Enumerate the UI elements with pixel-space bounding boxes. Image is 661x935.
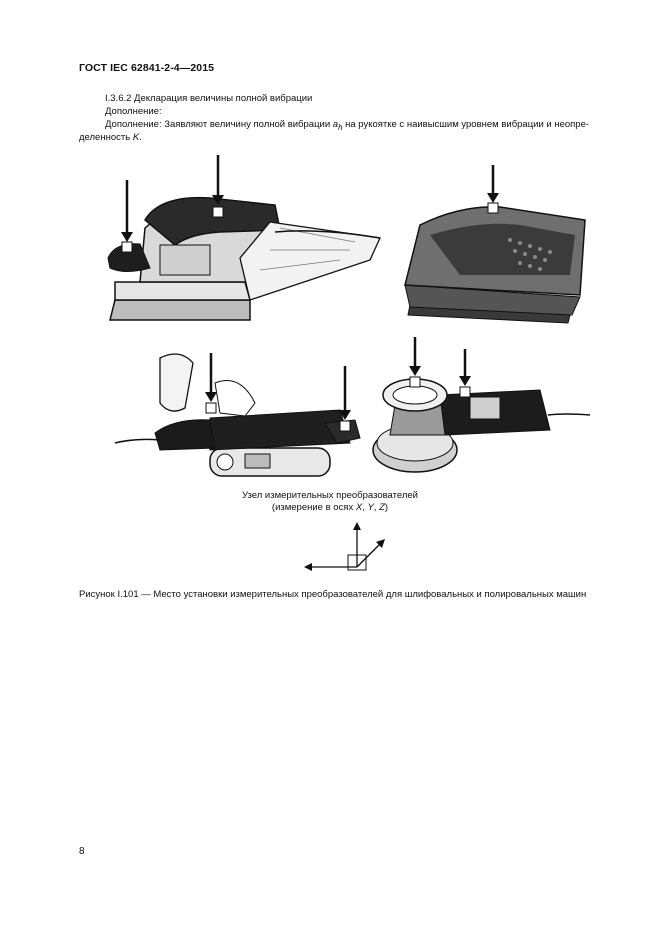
addition-label: Дополнение:	[105, 106, 162, 117]
orbital-sander-illustration	[100, 150, 385, 330]
clause-heading: I.3.6.2 Декларация величины полной вибрации	[105, 93, 313, 104]
figure-caption: Рисунок I.101 — Место установки измерительных преобразователей для шлифовальных и полировальных машин	[79, 589, 587, 600]
axes-diagram	[300, 520, 390, 580]
detail-sander-illustration	[400, 165, 590, 325]
symbol-k: K	[132, 132, 140, 143]
text-run: Дополнение: Заявляют величину полной вибрации	[105, 119, 333, 130]
addition-paragraph-line2	[79, 131, 142, 144]
transducer-label-line2: (измерение в осях X, Y, Z)	[271, 502, 389, 513]
axis-z-label: Z	[379, 502, 385, 513]
text-run: (измерение в осях	[271, 502, 356, 513]
text-run: .	[139, 132, 142, 143]
transducer-label	[230, 490, 430, 514]
text-run: на рукоятке с наивысшим уровнем вибрации и неопре-	[342, 119, 590, 130]
text-run: )	[384, 502, 389, 513]
text-run: деленность	[79, 132, 133, 143]
random-orbit-sander-illustration	[370, 335, 590, 480]
transducer-label-line1: Узел измерительных преобразователей	[242, 490, 418, 501]
document-id: ГОСТ IEC 62841-2-4—2015	[79, 62, 215, 74]
symbol-a: a	[332, 119, 339, 130]
axis-y-label: Y	[367, 502, 374, 513]
page-number: 8	[79, 846, 85, 857]
axis-x-label: X	[355, 502, 363, 513]
belt-sander-illustration	[115, 348, 365, 483]
symbol-h: h	[338, 122, 343, 132]
addition-paragraph-line1	[105, 118, 589, 134]
